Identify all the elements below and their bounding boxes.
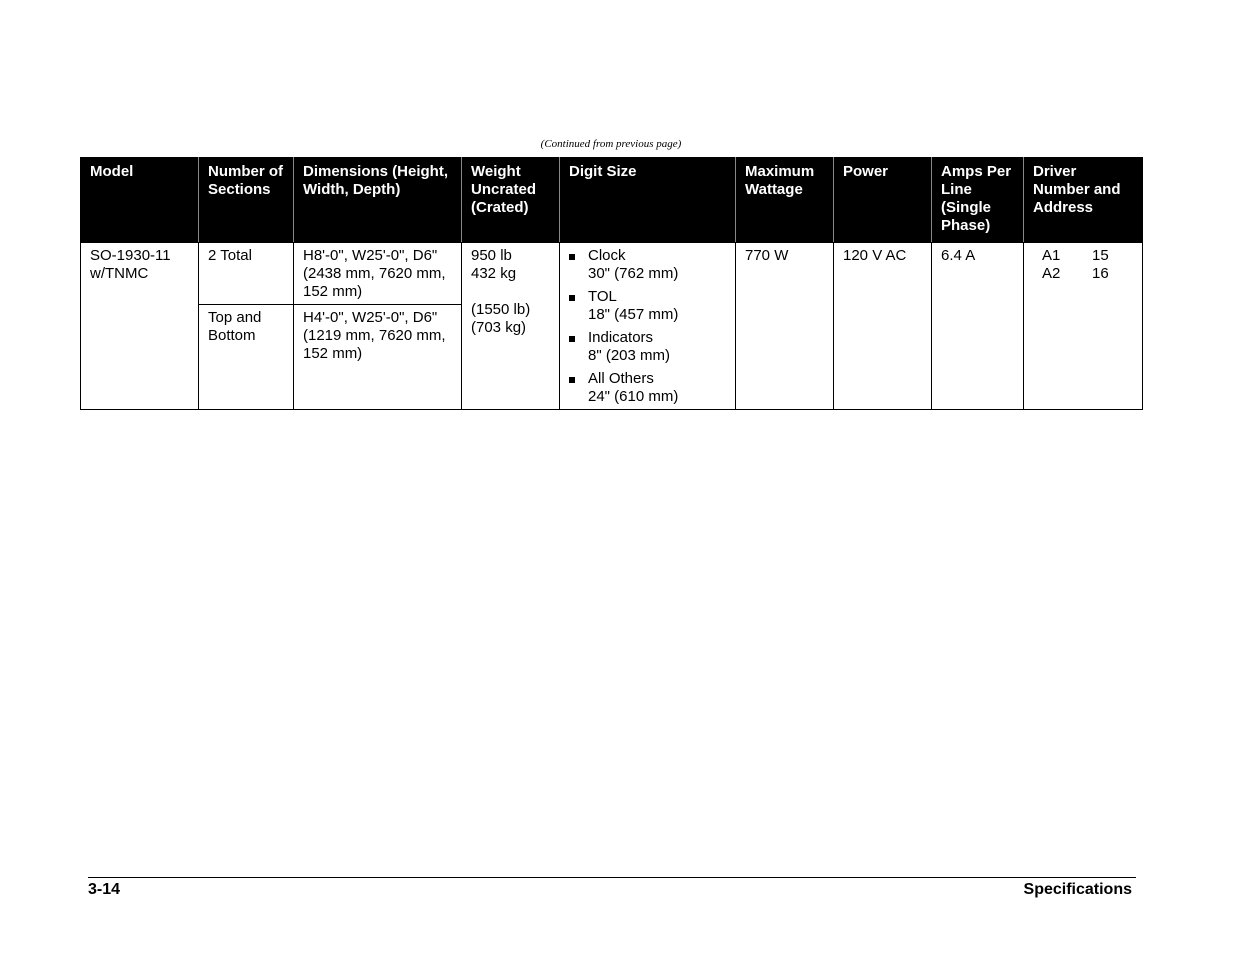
header-model: Model xyxy=(81,158,199,243)
list-item xyxy=(569,370,727,406)
digit-value: 8" (203 mm) xyxy=(588,347,671,364)
section-title: Specifications xyxy=(1023,881,1132,898)
weight-lb: 950 lb xyxy=(471,247,512,264)
cell-digit-size xyxy=(560,243,736,410)
driver-address: 16 xyxy=(1092,265,1109,282)
specifications-table xyxy=(80,157,1143,410)
list-item xyxy=(569,329,727,365)
digit-label: All Others xyxy=(588,370,654,387)
page-number: 3-14 xyxy=(88,881,121,898)
square-bullet-icon xyxy=(569,377,575,383)
cell-power: 120 V AC xyxy=(834,243,932,410)
driver-number: A2 xyxy=(1042,265,1061,282)
table-row xyxy=(81,243,1143,305)
header-driver: Driver Number and Address xyxy=(1024,158,1143,243)
driver-row xyxy=(1033,265,1134,283)
list-item xyxy=(569,288,727,324)
digit-label: Clock xyxy=(588,247,626,264)
cell-sections: 2 Total xyxy=(199,243,294,305)
square-bullet-icon xyxy=(569,254,575,260)
header-weight: Weight Uncrated (Crated) xyxy=(462,158,560,243)
header-digit-size: Digit Size xyxy=(560,158,736,243)
cell-model: SO-1930-11 w/TNMC xyxy=(81,243,199,410)
weight-crated-lb: (1550 lb) xyxy=(471,301,531,318)
weight-kg: 432 kg xyxy=(471,265,517,282)
cell-driver xyxy=(1024,243,1143,410)
cell-amps: 6.4 A xyxy=(932,243,1024,410)
cell-max-wattage: 770 W xyxy=(736,243,834,410)
square-bullet-icon xyxy=(569,336,575,342)
driver-address: 15 xyxy=(1092,247,1109,264)
driver-row xyxy=(1033,247,1134,265)
header-max-wattage: Maximum Wattage xyxy=(736,158,834,243)
header-sections: Number of Sections xyxy=(199,158,294,243)
digit-label: TOL xyxy=(588,288,617,305)
header-row xyxy=(81,158,1143,243)
cell-weight xyxy=(462,243,560,410)
continued-note: (Continued from previous page) xyxy=(540,138,682,150)
digit-label: Indicators xyxy=(588,329,654,346)
header-amps: Amps Per Line (Single Phase) xyxy=(932,158,1024,243)
footer-divider xyxy=(88,877,1136,878)
digit-value: 24" (610 mm) xyxy=(588,388,679,405)
cell-dimensions: H8'-0", W25'-0", D6" (2438 mm, 7620 mm, 152 mm) xyxy=(294,243,462,305)
list-item xyxy=(569,247,727,283)
cell-dimensions: H4'-0", W25'-0", D6" (1219 mm, 7620 mm, 152 mm) xyxy=(294,305,462,410)
weight-crated-kg: (703 kg) xyxy=(471,319,527,336)
header-dimensions: Dimensions (Height, Width, Depth) xyxy=(294,158,462,243)
square-bullet-icon xyxy=(569,295,575,301)
digit-value: 18" (457 mm) xyxy=(588,306,679,323)
driver-number: A1 xyxy=(1042,247,1061,264)
header-power: Power xyxy=(834,158,932,243)
digit-size-list xyxy=(569,247,727,406)
cell-sections: Top and Bottom xyxy=(199,305,294,410)
digit-value: 30" (762 mm) xyxy=(588,265,679,282)
